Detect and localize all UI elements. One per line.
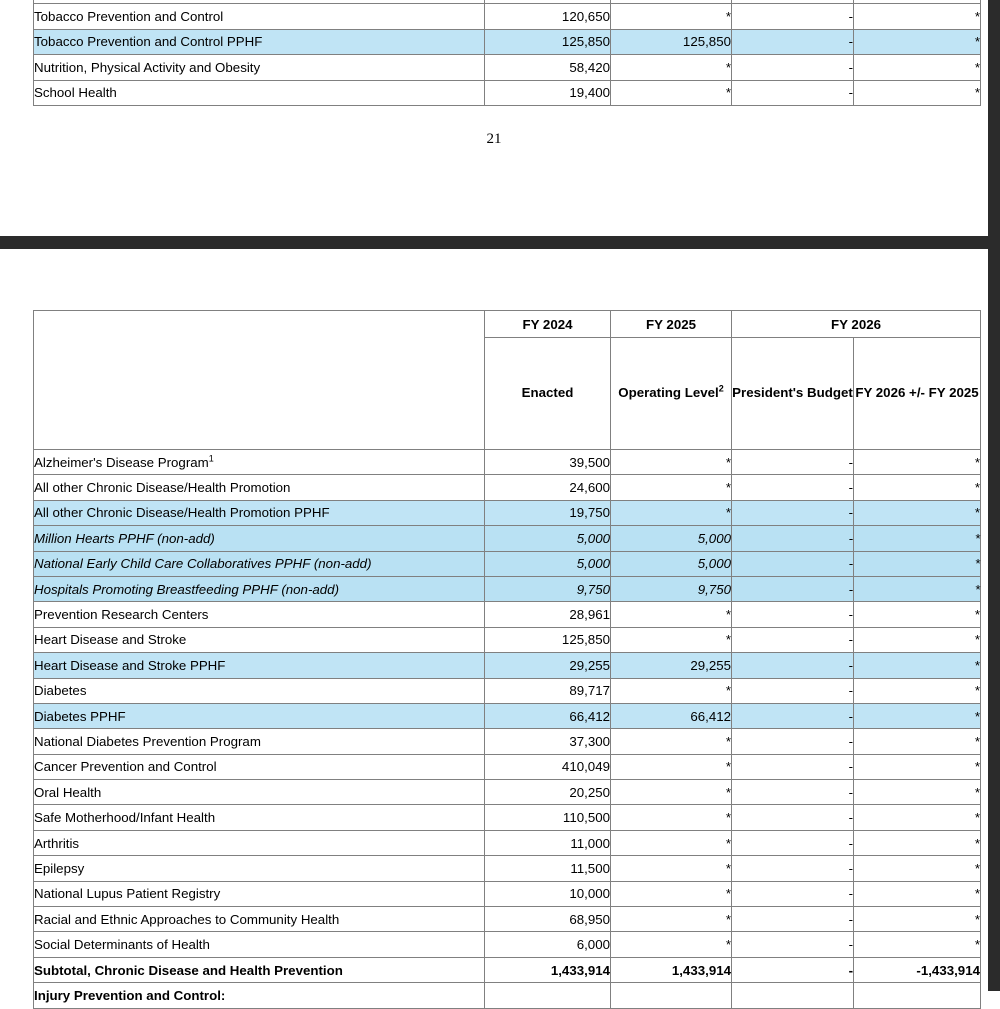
cell-fy2026-diff: * <box>854 475 981 500</box>
cell-fy2024-enacted: 58,420 <box>485 55 611 80</box>
cell-fy2025-operating-level: * <box>611 932 732 957</box>
cell-fy2024-enacted: 28,961 <box>485 602 611 627</box>
table-row <box>34 754 981 779</box>
table-row <box>34 678 981 703</box>
table-row <box>34 576 981 601</box>
page-bottom <box>0 249 988 1003</box>
row-label-text: Hospitals Promoting Breastfeeding PPHF (non-add) <box>34 581 339 597</box>
row-label-text: Subtotal, Chronic Disease and Health Prevention <box>34 962 343 978</box>
header-corner-blank <box>34 311 485 450</box>
table-row <box>34 80 981 105</box>
header-fy2024: FY 2024 <box>485 311 611 338</box>
table-row <box>34 881 981 906</box>
cell-fy2026-diff: * <box>854 551 981 576</box>
row-label-text: National Lupus Patient Registry <box>34 886 221 902</box>
cell-fy2026-diff: * <box>854 678 981 703</box>
row-label <box>34 551 485 576</box>
cell-fy2026-presidents-budget: - <box>732 450 854 475</box>
cell-fy2024-enacted: 39,500 <box>485 450 611 475</box>
row-label-text: Epilepsy <box>34 860 85 876</box>
cell-fy2026-presidents-budget <box>732 983 854 1008</box>
cell-fy2025-operating-level: * <box>611 754 732 779</box>
row-label-text: Injury Prevention and Control: <box>34 987 226 1003</box>
cell-fy2025-operating-level: * <box>611 830 732 855</box>
table-row <box>34 55 981 80</box>
table-row <box>34 856 981 881</box>
row-label-text: Arthritis <box>34 835 80 851</box>
cell-fy2026-diff: * <box>854 881 981 906</box>
row-label <box>34 830 485 855</box>
cell-fy2026-diff: * <box>854 450 981 475</box>
row-label <box>34 780 485 805</box>
cell-fy2024-enacted: 5,000 <box>485 551 611 576</box>
table-row <box>34 729 981 754</box>
header-row-years <box>34 311 981 338</box>
cell-fy2026-presidents-budget: - <box>732 703 854 728</box>
viewer-right-gutter <box>988 0 1000 991</box>
table-header <box>34 311 981 450</box>
row-label <box>34 627 485 652</box>
row-label <box>34 450 485 475</box>
cell-fy2025-operating-level: 125,850 <box>611 29 732 54</box>
row-label <box>34 500 485 525</box>
cell-fy2026-presidents-budget: - <box>732 80 854 105</box>
cell-fy2026-presidents-budget: - <box>732 932 854 957</box>
cell-fy2024-enacted: 19,750 <box>485 500 611 525</box>
cell-fy2026-diff: * <box>854 526 981 551</box>
row-label <box>34 881 485 906</box>
cell-fy2025-operating-level: 66,412 <box>611 703 732 728</box>
cell-fy2024-enacted: 10,000 <box>485 881 611 906</box>
header-fy2026-diff: FY 2026 +/- FY 2025 <box>854 338 981 450</box>
row-label <box>34 754 485 779</box>
cell-fy2025-operating-level <box>611 983 732 1008</box>
row-label-text: Alzheimer's Disease Program <box>34 454 209 470</box>
header-fy2025: FY 2025 <box>611 311 732 338</box>
cell-fy2024-enacted: 68,950 <box>485 907 611 932</box>
table-row <box>34 805 981 830</box>
table-row <box>34 780 981 805</box>
cell-fy2024-enacted: 6,000 <box>485 932 611 957</box>
cell-fy2024-enacted <box>485 983 611 1008</box>
cell-fy2025-operating-level: * <box>611 805 732 830</box>
row-label-text: National Diabetes Prevention Program <box>34 733 261 749</box>
cell-fy2026-diff: -1,433,914 <box>854 957 981 982</box>
cell-fy2026-diff: * <box>854 80 981 105</box>
row-label-text: Million Hearts PPHF (non-add) <box>34 530 215 546</box>
cell-fy2025-operating-level: * <box>611 856 732 881</box>
cell-fy2026-diff: * <box>854 907 981 932</box>
table-row <box>34 602 981 627</box>
header-operating-level <box>611 338 732 450</box>
table-row <box>34 526 981 551</box>
cell-fy2026-presidents-budget: - <box>732 576 854 601</box>
cell-fy2026-diff <box>854 983 981 1008</box>
cell-fy2026-presidents-budget: - <box>732 856 854 881</box>
row-label <box>34 55 485 80</box>
cell-fy2026-presidents-budget: - <box>732 602 854 627</box>
cell-fy2026-presidents-budget: - <box>732 551 854 576</box>
cell-fy2026-diff: * <box>854 703 981 728</box>
cell-fy2025-operating-level: * <box>611 729 732 754</box>
cell-fy2025-operating-level: * <box>611 678 732 703</box>
cell-fy2024-enacted: 11,500 <box>485 856 611 881</box>
cell-fy2024-enacted: 125,850 <box>485 627 611 652</box>
cell-fy2026-presidents-budget: - <box>732 957 854 982</box>
row-label <box>34 475 485 500</box>
cell-fy2026-diff: * <box>854 4 981 29</box>
cell-fy2024-enacted: 410,049 <box>485 754 611 779</box>
cell-fy2025-operating-level: * <box>611 780 732 805</box>
cell-fy2026-diff: * <box>854 830 981 855</box>
cell-fy2025-operating-level: * <box>611 602 732 627</box>
row-label <box>34 805 485 830</box>
cell-fy2024-enacted: 120,650 <box>485 4 611 29</box>
cell-fy2026-diff: * <box>854 500 981 525</box>
cell-fy2026-diff: * <box>854 602 981 627</box>
row-label <box>34 907 485 932</box>
cell-fy2026-presidents-budget: - <box>732 627 854 652</box>
row-label-text: All other Chronic Disease/Health Promotion <box>34 480 291 496</box>
row-label-text: Nutrition, Physical Activity and Obesity <box>34 59 261 75</box>
row-label <box>34 856 485 881</box>
cell-fy2024-enacted: 66,412 <box>485 703 611 728</box>
cell-fy2026-presidents-budget: - <box>732 653 854 678</box>
row-label-text: Diabetes <box>34 683 87 699</box>
table-row <box>34 932 981 957</box>
row-label <box>34 29 485 54</box>
row-label <box>34 526 485 551</box>
cell-fy2026-presidents-budget: - <box>732 729 854 754</box>
row-label <box>34 653 485 678</box>
row-label-text: Racial and Ethnic Approaches to Community Health <box>34 911 340 927</box>
table-row <box>34 653 981 678</box>
row-label-text: Oral Health <box>34 784 102 800</box>
cell-fy2025-operating-level: 29,255 <box>611 653 732 678</box>
cell-fy2026-diff: * <box>854 729 981 754</box>
row-label <box>34 703 485 728</box>
table-row <box>34 475 981 500</box>
cell-fy2025-operating-level: * <box>611 907 732 932</box>
cell-fy2024-enacted: 110,500 <box>485 805 611 830</box>
cell-fy2026-presidents-budget: - <box>732 907 854 932</box>
cell-fy2026-diff: * <box>854 805 981 830</box>
header-fy2026: FY 2026 <box>732 311 981 338</box>
cell-fy2026-presidents-budget: - <box>732 29 854 54</box>
cell-fy2024-enacted: 11,000 <box>485 830 611 855</box>
row-label-text: Social Determinants of Health <box>34 937 210 953</box>
cell-fy2025-operating-level: 5,000 <box>611 551 732 576</box>
cell-fy2026-diff: * <box>854 29 981 54</box>
row-label-text: Safe Motherhood/Infant Health <box>34 810 216 826</box>
row-label-text: All other Chronic Disease/Health Promotion PPHF <box>34 505 330 521</box>
cell-fy2026-presidents-budget: - <box>732 4 854 29</box>
row-label <box>34 80 485 105</box>
cell-fy2025-operating-level: 9,750 <box>611 576 732 601</box>
table-row <box>34 830 981 855</box>
cell-fy2024-enacted: 29,255 <box>485 653 611 678</box>
table-row <box>34 983 981 1008</box>
table-row <box>34 703 981 728</box>
row-label-text: National Early Child Care Collaboratives PPHF (non-add) <box>34 556 372 572</box>
table-row <box>34 4 981 29</box>
page-separator-band <box>0 236 988 249</box>
cell-fy2026-presidents-budget: - <box>732 475 854 500</box>
cell-fy2026-diff: * <box>854 780 981 805</box>
header-presidents-budget: President's Budget <box>732 338 854 450</box>
row-label-text: Prevention Research Centers <box>34 607 209 623</box>
cell-fy2026-diff: * <box>854 932 981 957</box>
cell-fy2026-diff: * <box>854 576 981 601</box>
cell-fy2026-presidents-budget: - <box>732 55 854 80</box>
cell-fy2026-diff: * <box>854 653 981 678</box>
row-label-text: Heart Disease and Stroke <box>34 632 187 648</box>
table-row <box>34 957 981 982</box>
cell-fy2026-presidents-budget: - <box>732 526 854 551</box>
cell-fy2026-presidents-budget: - <box>732 780 854 805</box>
cell-fy2026-diff: * <box>854 754 981 779</box>
row-label <box>34 678 485 703</box>
cell-fy2025-operating-level: * <box>611 55 732 80</box>
cell-fy2026-diff: * <box>854 627 981 652</box>
row-label <box>34 983 485 1008</box>
cell-fy2026-presidents-budget: - <box>732 805 854 830</box>
row-label-text: School Health <box>34 85 117 101</box>
table-row <box>34 551 981 576</box>
cell-fy2024-enacted: 9,750 <box>485 576 611 601</box>
row-label-text: Tobacco Prevention and Control <box>34 9 224 25</box>
header-enacted: Enacted <box>485 338 611 450</box>
cell-fy2024-enacted: 89,717 <box>485 678 611 703</box>
table-row <box>34 627 981 652</box>
cell-fy2024-enacted: 1,433,914 <box>485 957 611 982</box>
cell-fy2026-diff: * <box>854 856 981 881</box>
row-label-text: Diabetes PPHF <box>34 708 126 724</box>
footnote-marker-1: 1 <box>208 453 214 464</box>
row-label-text: Tobacco Prevention and Control PPHF <box>34 34 263 50</box>
header-operating-level-text: Operating Level <box>618 385 719 401</box>
row-label <box>34 576 485 601</box>
cell-fy2024-enacted: 37,300 <box>485 729 611 754</box>
cell-fy2026-presidents-budget: - <box>732 830 854 855</box>
cell-fy2025-operating-level: 1,433,914 <box>611 957 732 982</box>
row-label-text: Cancer Prevention and Control <box>34 759 217 775</box>
table-row <box>34 500 981 525</box>
cell-fy2025-operating-level: * <box>611 475 732 500</box>
row-label <box>34 957 485 982</box>
cell-fy2025-operating-level: * <box>611 881 732 906</box>
table-row <box>34 450 981 475</box>
cell-fy2025-operating-level: * <box>611 80 732 105</box>
cell-fy2025-operating-level: * <box>611 500 732 525</box>
cell-fy2024-enacted: 19,400 <box>485 80 611 105</box>
cell-fy2025-operating-level: * <box>611 627 732 652</box>
table-row <box>34 29 981 54</box>
row-label <box>34 729 485 754</box>
budget-table-top <box>33 0 981 106</box>
cell-fy2026-presidents-budget: - <box>732 881 854 906</box>
cell-fy2025-operating-level: 5,000 <box>611 526 732 551</box>
cell-fy2026-presidents-budget: - <box>732 754 854 779</box>
cell-fy2024-enacted: 20,250 <box>485 780 611 805</box>
cell-fy2024-enacted: 5,000 <box>485 526 611 551</box>
cell-fy2026-diff: * <box>854 55 981 80</box>
footnote-marker-2: 2 <box>718 383 724 394</box>
cell-fy2024-enacted: 24,600 <box>485 475 611 500</box>
row-label <box>34 932 485 957</box>
table-row <box>34 907 981 932</box>
row-label <box>34 4 485 29</box>
page-top <box>0 0 988 236</box>
page-number: 21 <box>486 131 502 147</box>
cell-fy2026-presidents-budget: - <box>732 678 854 703</box>
row-label-text: Heart Disease and Stroke PPHF <box>34 657 226 673</box>
row-label <box>34 602 485 627</box>
cell-fy2025-operating-level: * <box>611 450 732 475</box>
cell-fy2024-enacted: 125,850 <box>485 29 611 54</box>
cell-fy2026-presidents-budget: - <box>732 500 854 525</box>
cell-fy2025-operating-level: * <box>611 4 732 29</box>
budget-table-bottom <box>33 310 981 1009</box>
